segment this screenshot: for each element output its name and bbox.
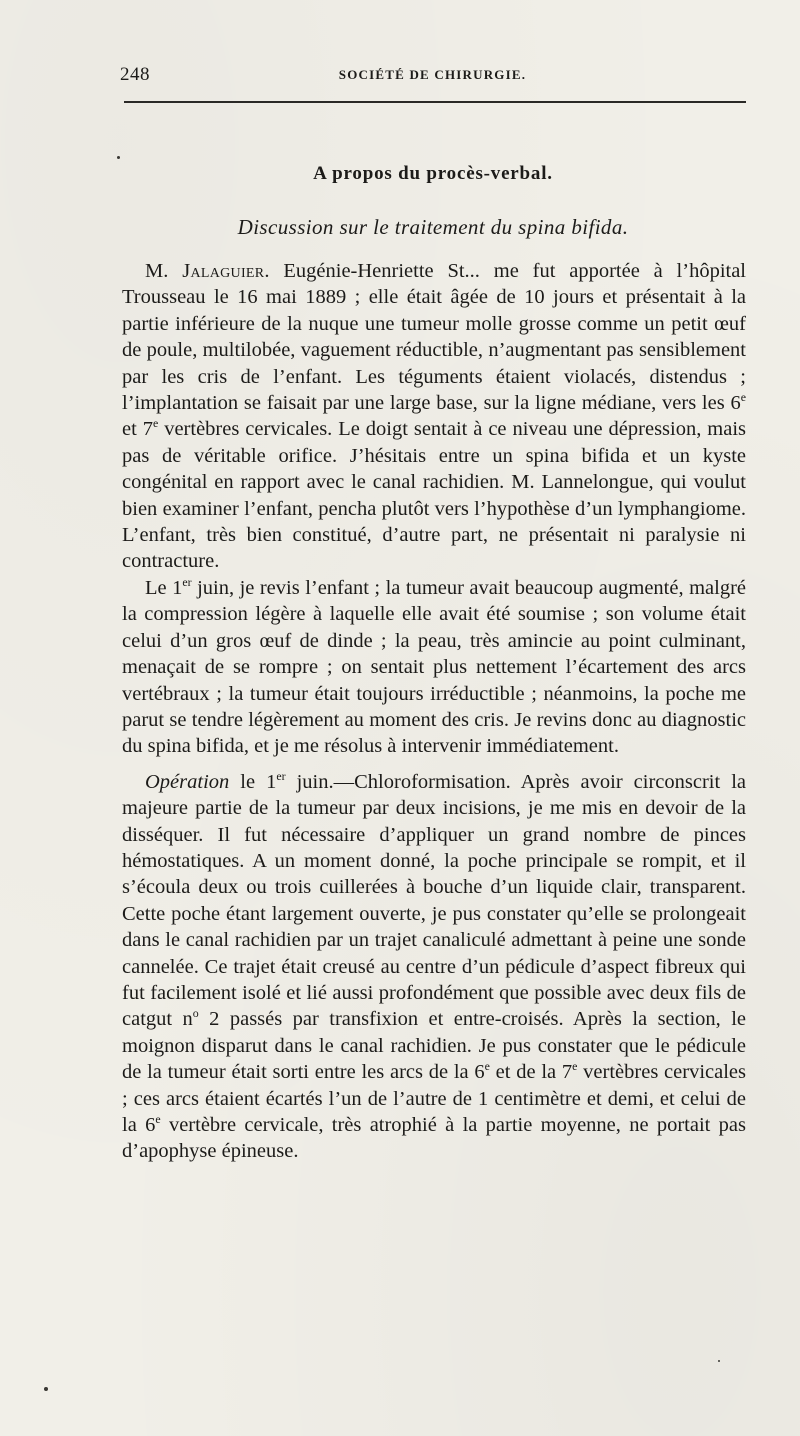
discussion-title: Discussion sur le traitement du spina bifida. — [237, 215, 629, 239]
numero-suffix: o — [192, 1006, 199, 1021]
paper-speck — [44, 1387, 48, 1391]
ordinal-number: 7 — [561, 1061, 573, 1084]
paragraph-3-text: juin.—Chloroformisation. Après avoir circonscrit la majeure partie de la tumeur par deux incisions, je me mis en devoir de la disséquer. Il fut nécessaire d’appliquer un grand nombre de pinces hémostatiques. A un moment donné, la poche principale se rompit, et il s’écoula deux ou trois cuillerées à bouche d’un liquide clair, transparent. Cette poche étant largement ouverte, je pus constater qu’elle se prolongeait dans le canal rachidien par un trajet canaliculé admettant à peine une sonde cannelée. Ce trajet était creusé au centre d’un pédicule d’aspect fibreux qui fut facilement isolé et lié aussi profondément que possible avec deux fils de catgut n — [122, 770, 747, 1031]
running-title: SOCIÉTÉ DE CHIRURGIE. — [338, 67, 527, 82]
speaker-prefix: M. — [145, 260, 169, 282]
paragraph-3-text: vertèbres cervicales ; ces arcs étaient écartés l’un de l’autre de 1 centimètre et demi, et celui de la — [122, 1061, 746, 1136]
ordinal-suffix: e — [740, 390, 746, 405]
ordinal-number: 6 — [730, 392, 741, 415]
header-rule — [124, 101, 746, 103]
ordinal-number: 6 — [145, 1114, 156, 1136]
page-number: 248 — [120, 64, 150, 85]
ordinal-suffix: e — [572, 1059, 578, 1074]
paragraph-2 — [122, 575, 746, 760]
paragraph-1-text: vertèbres cervicales. Le doigt sentait à ce niveau une dépression, mais pas de véritable orifice. J’hésitais entre un spina bifida et un kyste congénital en rapport avec le canal rachidien. M. Lannelongue, qui voulut bien examiner l’enfant, pencha plutôt vers l’hypothèse d’un lymphangiome. L’enfant, très bien constitué, d’autre part, ne présentait ni paralysie ni contracture. — [122, 418, 746, 573]
paragraph-2-text: Le — [145, 576, 173, 599]
ordinal-suffix: e — [155, 1112, 161, 1127]
paragraph-1-text: et — [122, 418, 143, 441]
paragraph-1-text: . Eugénie-Henriette St... me fut apportée à l’hôpital Trousseau le 16 mai 1889 ; elle était âgée de 10 jours et présentait à la partie inférieure de la nuque une tumeur molle grosse comme un petit œuf de poule, multilobée, vaguement réductible, n’augmentant pas sensiblement par les cris de l’enfant. Les téguments étaient violacés, distendus ; l’implantation se faisait par une large base, sur la ligne médiane, vers les — [122, 260, 747, 415]
running-head — [120, 64, 745, 88]
paragraph-3-text: vertèbre cervicale, très atrophié à la partie moyenne, ne portait pas d’apophyse épineuse. — [122, 1114, 747, 1163]
ordinal-suffix: er — [182, 575, 192, 590]
paragraph-1 — [122, 258, 746, 575]
ordinal-suffix: e — [484, 1059, 490, 1074]
ordinal-suffix: e — [152, 416, 159, 431]
operation-heading: Opération — [145, 770, 230, 793]
ordinal-number: 1 — [172, 576, 183, 599]
paragraph-3-text: et de la — [489, 1061, 562, 1084]
paragraph-3-text: 2 passés par transfixion et entre-croisés. Après la section, le moignon disparut dans le canal rachidien. Je pus constater que le pédicule de la tumeur était sorti entre les arcs de la — [122, 1008, 746, 1084]
body-text — [122, 258, 746, 1165]
section-title: A propos du procès-verbal. — [313, 163, 553, 184]
paragraph-3 — [122, 769, 746, 1165]
paper-speck — [117, 156, 120, 159]
speaker-name: Jalaguier — [182, 260, 265, 282]
paragraph-3-text: le — [229, 770, 267, 793]
ordinal-number: 7 — [142, 418, 153, 441]
ordinal-suffix: er — [276, 768, 286, 783]
ordinal-number: 6 — [474, 1061, 485, 1084]
paper-speck — [718, 1360, 720, 1362]
ordinal-number: 1 — [266, 770, 277, 793]
paragraph-2-text: juin, je revis l’enfant ; la tumeur avait beaucoup augmenté, malgré la compression légère à laquelle elle avait été soumise ; son volume était celui d’un gros œuf de dinde ; la peau, très amincie au point culminant, menaçait de se rompre ; on sentait plus nettement l’écartement des arcs vertébraux ; la tumeur était toujours irréductible ; néanmoins, la poche me parut se tendre légèrement au moment des cris. Je revins donc au diagnostic du spina bifida, et je me résolus à intervenir immédiatement. — [122, 576, 746, 758]
